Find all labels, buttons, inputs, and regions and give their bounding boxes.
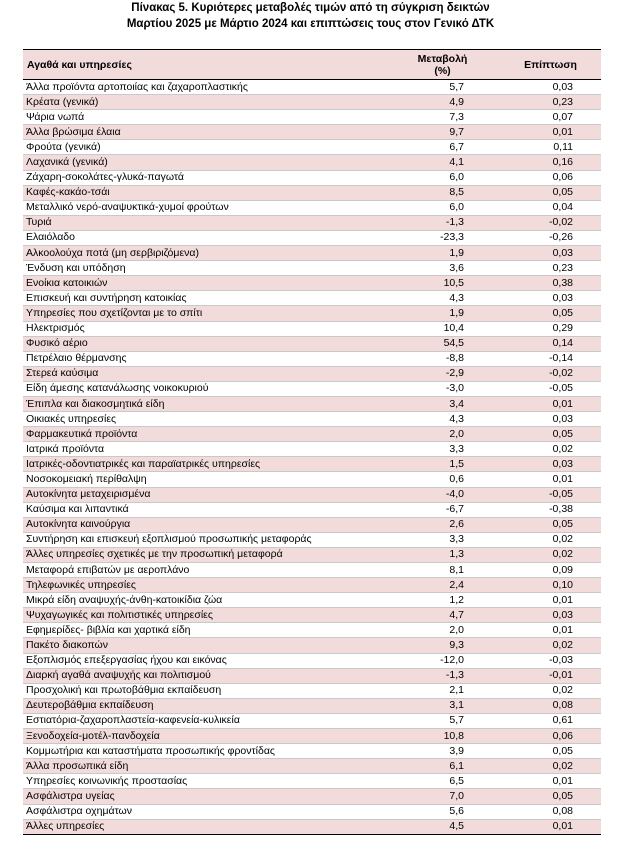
table-row (23, 774, 601, 789)
row-impact: 0,29 (500, 321, 601, 336)
row-change: 5,6 (385, 804, 500, 819)
row-impact: 0,05 (500, 517, 601, 532)
row-item: Κομμωτήρια και καταστήματα προσωπικής φροντίδας (23, 744, 385, 759)
row-item: Οικιακές υπηρεσίες (23, 412, 385, 427)
row-impact: -0,01 (500, 668, 601, 683)
row-impact: 0,03 (500, 246, 601, 261)
table-row (23, 261, 601, 276)
row-item: Τηλεφωνικές υπηρεσίες (23, 578, 385, 593)
table-row (23, 487, 601, 502)
table-row (23, 230, 601, 245)
row-impact: 0,01 (500, 819, 601, 834)
row-change: 1,2 (385, 593, 500, 608)
row-item: Προσχολική και πρωτοβάθμια εκπαίδευση (23, 683, 385, 698)
table-row (23, 276, 601, 291)
row-item: Ψάρια νωπά (23, 110, 385, 125)
row-change: 1,9 (385, 246, 500, 261)
row-change: 6,0 (385, 200, 500, 215)
row-impact: -0,38 (500, 502, 601, 517)
row-change: 3,3 (385, 442, 500, 457)
table-row (23, 729, 601, 744)
row-change: 2,4 (385, 578, 500, 593)
row-item: Αλκοολούχα ποτά (μη σερβιριζόμενα) (23, 246, 385, 261)
row-item: Μεταλλικό νερό-αναψυκτικά-χυμοί φρούτων (23, 200, 385, 215)
row-impact: 0,14 (500, 336, 601, 351)
table-row (23, 563, 601, 578)
row-item: Στερεά καύσιμα (23, 366, 385, 381)
row-impact: 0,01 (500, 593, 601, 608)
table-row (23, 608, 601, 623)
row-impact: 0,05 (500, 427, 601, 442)
row-change: 4,5 (385, 819, 500, 834)
row-change: 4,1 (385, 155, 500, 170)
row-change: 2,0 (385, 623, 500, 638)
row-change: -1,3 (385, 668, 500, 683)
table-row (23, 170, 601, 185)
row-impact: 0,09 (500, 563, 601, 578)
row-change: 2,1 (385, 683, 500, 698)
table-row (23, 472, 601, 487)
row-impact: 0,07 (500, 110, 601, 125)
row-change: 2,0 (385, 427, 500, 442)
table-row (23, 381, 601, 396)
row-item: Συντήρηση και επισκευή εξοπλισμού προσωπικής μεταφοράς (23, 532, 385, 547)
row-item: Άλλα βρώσιμα έλαια (23, 125, 385, 140)
table-row (23, 744, 601, 759)
table-row (23, 578, 601, 593)
row-impact: 0,01 (500, 774, 601, 789)
row-change: 0,6 (385, 472, 500, 487)
row-change: -8,8 (385, 351, 500, 366)
price-changes-table (23, 49, 601, 835)
row-change: -12,0 (385, 653, 500, 668)
row-item: Ασφάλιστρα οχημάτων (23, 804, 385, 819)
row-impact: 0,04 (500, 200, 601, 215)
header-change-unit: (%) (434, 64, 451, 77)
table-row (23, 110, 601, 125)
row-impact: 0,05 (500, 744, 601, 759)
table-row (23, 502, 601, 517)
row-item: Έπιπλα και διακοσμητικά είδη (23, 396, 385, 411)
row-change: 3,1 (385, 698, 500, 713)
table-body (23, 80, 601, 835)
table-row (23, 713, 601, 728)
row-item: Αυτοκίνητα καινούργια (23, 517, 385, 532)
row-change: 3,4 (385, 396, 500, 411)
table-row (23, 140, 601, 155)
row-impact: 0,05 (500, 306, 601, 321)
table-row (23, 759, 601, 774)
title-line-1: Πίνακας 5. Κυριότερες μεταβολές τιμών από τη σύγκριση δεικτών (131, 2, 490, 14)
table-row (23, 442, 601, 457)
row-item: Αυτοκίνητα μεταχειρισμένα (23, 487, 385, 502)
header-change-label: Μεταβολή (417, 52, 468, 65)
row-change: 4,9 (385, 95, 500, 110)
row-item: Κρέατα (γενικά) (23, 95, 385, 110)
row-change: 3,6 (385, 261, 500, 276)
row-impact: 0,03 (500, 291, 601, 306)
row-item: Φαρμακευτικά προϊόντα (23, 427, 385, 442)
row-change: 1,9 (385, 306, 500, 321)
table-row (23, 396, 601, 411)
table-row (23, 457, 601, 472)
row-change: -6,7 (385, 502, 500, 517)
row-impact: -0,02 (500, 366, 601, 381)
table-row (23, 638, 601, 653)
row-impact: 0,02 (500, 638, 601, 653)
table-row (23, 819, 601, 834)
row-impact: -0,05 (500, 381, 601, 396)
row-item: Νοσοκομειακή περίθαλψη (23, 472, 385, 487)
table-row (23, 517, 601, 532)
header-item: Αγαθά και υπηρεσίες (23, 50, 385, 80)
row-item: Πακέτο διακοπών (23, 638, 385, 653)
row-item: Ψυχαγωγικές και πολιτιστικές υπηρεσίες (23, 608, 385, 623)
row-item: Ξενοδοχεία-μοτέλ-πανδοχεία (23, 729, 385, 744)
row-impact: 0,02 (500, 532, 601, 547)
row-impact: 0,02 (500, 442, 601, 457)
row-item: Άλλα προσωπικά είδη (23, 759, 385, 774)
row-change: 7,3 (385, 110, 500, 125)
row-impact: 0,23 (500, 95, 601, 110)
row-impact: 0,03 (500, 80, 601, 95)
row-item: Διαρκή αγαθά αναψυχής και πολιτισμού (23, 668, 385, 683)
row-impact: 0,01 (500, 472, 601, 487)
row-change: 54,5 (385, 336, 500, 351)
table-row (23, 593, 601, 608)
table-header (23, 50, 601, 80)
row-item: Άλλα προϊόντα αρτοποιίας και ζαχαροπλαστικής (23, 80, 385, 95)
header-change (385, 50, 500, 80)
row-item: Ζάχαρη-σοκολάτες-γλυκά-παγωτά (23, 170, 385, 185)
table-row (23, 155, 601, 170)
row-change: 10,5 (385, 276, 500, 291)
table-row (23, 321, 601, 336)
row-item: Ένδυση και υπόδηση (23, 261, 385, 276)
row-change: 4,3 (385, 412, 500, 427)
table-row (23, 215, 601, 230)
row-item: Μεταφορά επιβατών με αεροπλάνο (23, 563, 385, 578)
row-item: Άλλες υπηρεσίες σχετικές με την προσωπική μεταφορά (23, 547, 385, 562)
table-row (23, 185, 601, 200)
table-row (23, 653, 601, 668)
row-change: 1,3 (385, 547, 500, 562)
row-impact: 0,61 (500, 713, 601, 728)
row-change: 7,0 (385, 789, 500, 804)
row-item: Λαχανικά (γενικά) (23, 155, 385, 170)
row-impact: 0,01 (500, 396, 601, 411)
row-item: Επισκευή και συντήρηση κατοικίας (23, 291, 385, 306)
row-change: -1,3 (385, 215, 500, 230)
row-impact: 0,01 (500, 623, 601, 638)
row-impact: -0,26 (500, 230, 601, 245)
table-row (23, 532, 601, 547)
row-change: 5,7 (385, 80, 500, 95)
row-change: 6,1 (385, 759, 500, 774)
row-impact: 0,23 (500, 261, 601, 276)
table-row (23, 683, 601, 698)
row-change: 6,5 (385, 774, 500, 789)
table-row (23, 623, 601, 638)
row-impact: 0,38 (500, 276, 601, 291)
table-title (0, 0, 621, 32)
row-item: Ηλεκτρισμός (23, 321, 385, 336)
header-impact: Επίπτωση (500, 50, 601, 80)
row-item: Ενοίκια κατοικιών (23, 276, 385, 291)
row-item: Εφημερίδες- βιβλία και χαρτικά είδη (23, 623, 385, 638)
row-item: Καύσιμα και λιπαντικά (23, 502, 385, 517)
table-row (23, 291, 601, 306)
row-item: Πετρέλαιο θέρμανσης (23, 351, 385, 366)
row-impact: 0,06 (500, 170, 601, 185)
row-item: Υπηρεσίες κοινωνικής προστασίας (23, 774, 385, 789)
row-impact: 0,02 (500, 683, 601, 698)
row-change: -3,0 (385, 381, 500, 396)
row-impact: 0,03 (500, 608, 601, 623)
row-item: Τυριά (23, 215, 385, 230)
row-item: Υπηρεσίες που σχετίζονται με το σπίτι (23, 306, 385, 321)
row-item: Εξοπλισμός επεξεργασίας ήχου και εικόνας (23, 653, 385, 668)
table-row (23, 351, 601, 366)
row-change: 8,5 (385, 185, 500, 200)
row-item: Φρούτα (γενικά) (23, 140, 385, 155)
row-change: -23,3 (385, 230, 500, 245)
row-change: 9,7 (385, 125, 500, 140)
table-row (23, 668, 601, 683)
row-change: 10,4 (385, 321, 500, 336)
row-change: -2,9 (385, 366, 500, 381)
row-change: 4,3 (385, 291, 500, 306)
table-row (23, 427, 601, 442)
row-item: Καφές-κακάο-τσάι (23, 185, 385, 200)
row-item: Άλλες υπηρεσίες (23, 819, 385, 834)
table-row (23, 698, 601, 713)
table-row (23, 547, 601, 562)
row-impact: 0,02 (500, 759, 601, 774)
row-impact: 0,11 (500, 140, 601, 155)
table-row (23, 246, 601, 261)
row-impact: 0,02 (500, 547, 601, 562)
row-item: Ιατρικές-οδοντιατρικές και παραϊατρικές υπηρεσίες (23, 457, 385, 472)
row-impact: 0,10 (500, 578, 601, 593)
title-line-2: Μαρτίου 2025 με Μάρτιο 2024 και επιπτώσεις τους στον Γενικό ΔΤΚ (126, 18, 495, 30)
row-change: 4,7 (385, 608, 500, 623)
row-impact: 0,08 (500, 804, 601, 819)
row-impact: 0,16 (500, 155, 601, 170)
row-change: 3,3 (385, 532, 500, 547)
row-change: 1,5 (385, 457, 500, 472)
table-row (23, 125, 601, 140)
row-item: Δευτεροβάθμια εκπαίδευση (23, 698, 385, 713)
table-row (23, 80, 601, 95)
row-change: -4,0 (385, 487, 500, 502)
table-row (23, 336, 601, 351)
row-impact: -0,14 (500, 351, 601, 366)
row-change: 6,0 (385, 170, 500, 185)
row-item: Φυσικό αέριο (23, 336, 385, 351)
row-item: Ιατρικά προϊόντα (23, 442, 385, 457)
row-change: 2,6 (385, 517, 500, 532)
table-row (23, 789, 601, 804)
row-impact: 0,01 (500, 125, 601, 140)
row-impact: 0,03 (500, 412, 601, 427)
row-impact: 0,08 (500, 698, 601, 713)
row-change: 10,8 (385, 729, 500, 744)
row-impact: -0,02 (500, 215, 601, 230)
row-item: Εστιατόρια-ζαχαροπλαστεία-καφενεία-κυλικεία (23, 713, 385, 728)
row-change: 8,1 (385, 563, 500, 578)
table-row (23, 366, 601, 381)
row-impact: -0,05 (500, 487, 601, 502)
row-change: 9,3 (385, 638, 500, 653)
table-row (23, 200, 601, 215)
table-row (23, 804, 601, 819)
row-item: Είδη άμεσης κατανάλωσης νοικοκυριού (23, 381, 385, 396)
row-impact: 0,05 (500, 789, 601, 804)
row-change: 6,7 (385, 140, 500, 155)
table-row (23, 306, 601, 321)
table-row (23, 95, 601, 110)
row-change: 5,7 (385, 713, 500, 728)
row-item: Ελαιόλαδο (23, 230, 385, 245)
header-row (23, 50, 601, 80)
row-change: 3,9 (385, 744, 500, 759)
row-impact: -0,03 (500, 653, 601, 668)
row-impact: 0,03 (500, 457, 601, 472)
row-impact: 0,06 (500, 729, 601, 744)
row-impact: 0,05 (500, 185, 601, 200)
row-item: Ασφάλιστρα υγείας (23, 789, 385, 804)
row-item: Μικρά είδη αναψυχής-άνθη-κατοικίδια ζώα (23, 593, 385, 608)
table-row (23, 412, 601, 427)
